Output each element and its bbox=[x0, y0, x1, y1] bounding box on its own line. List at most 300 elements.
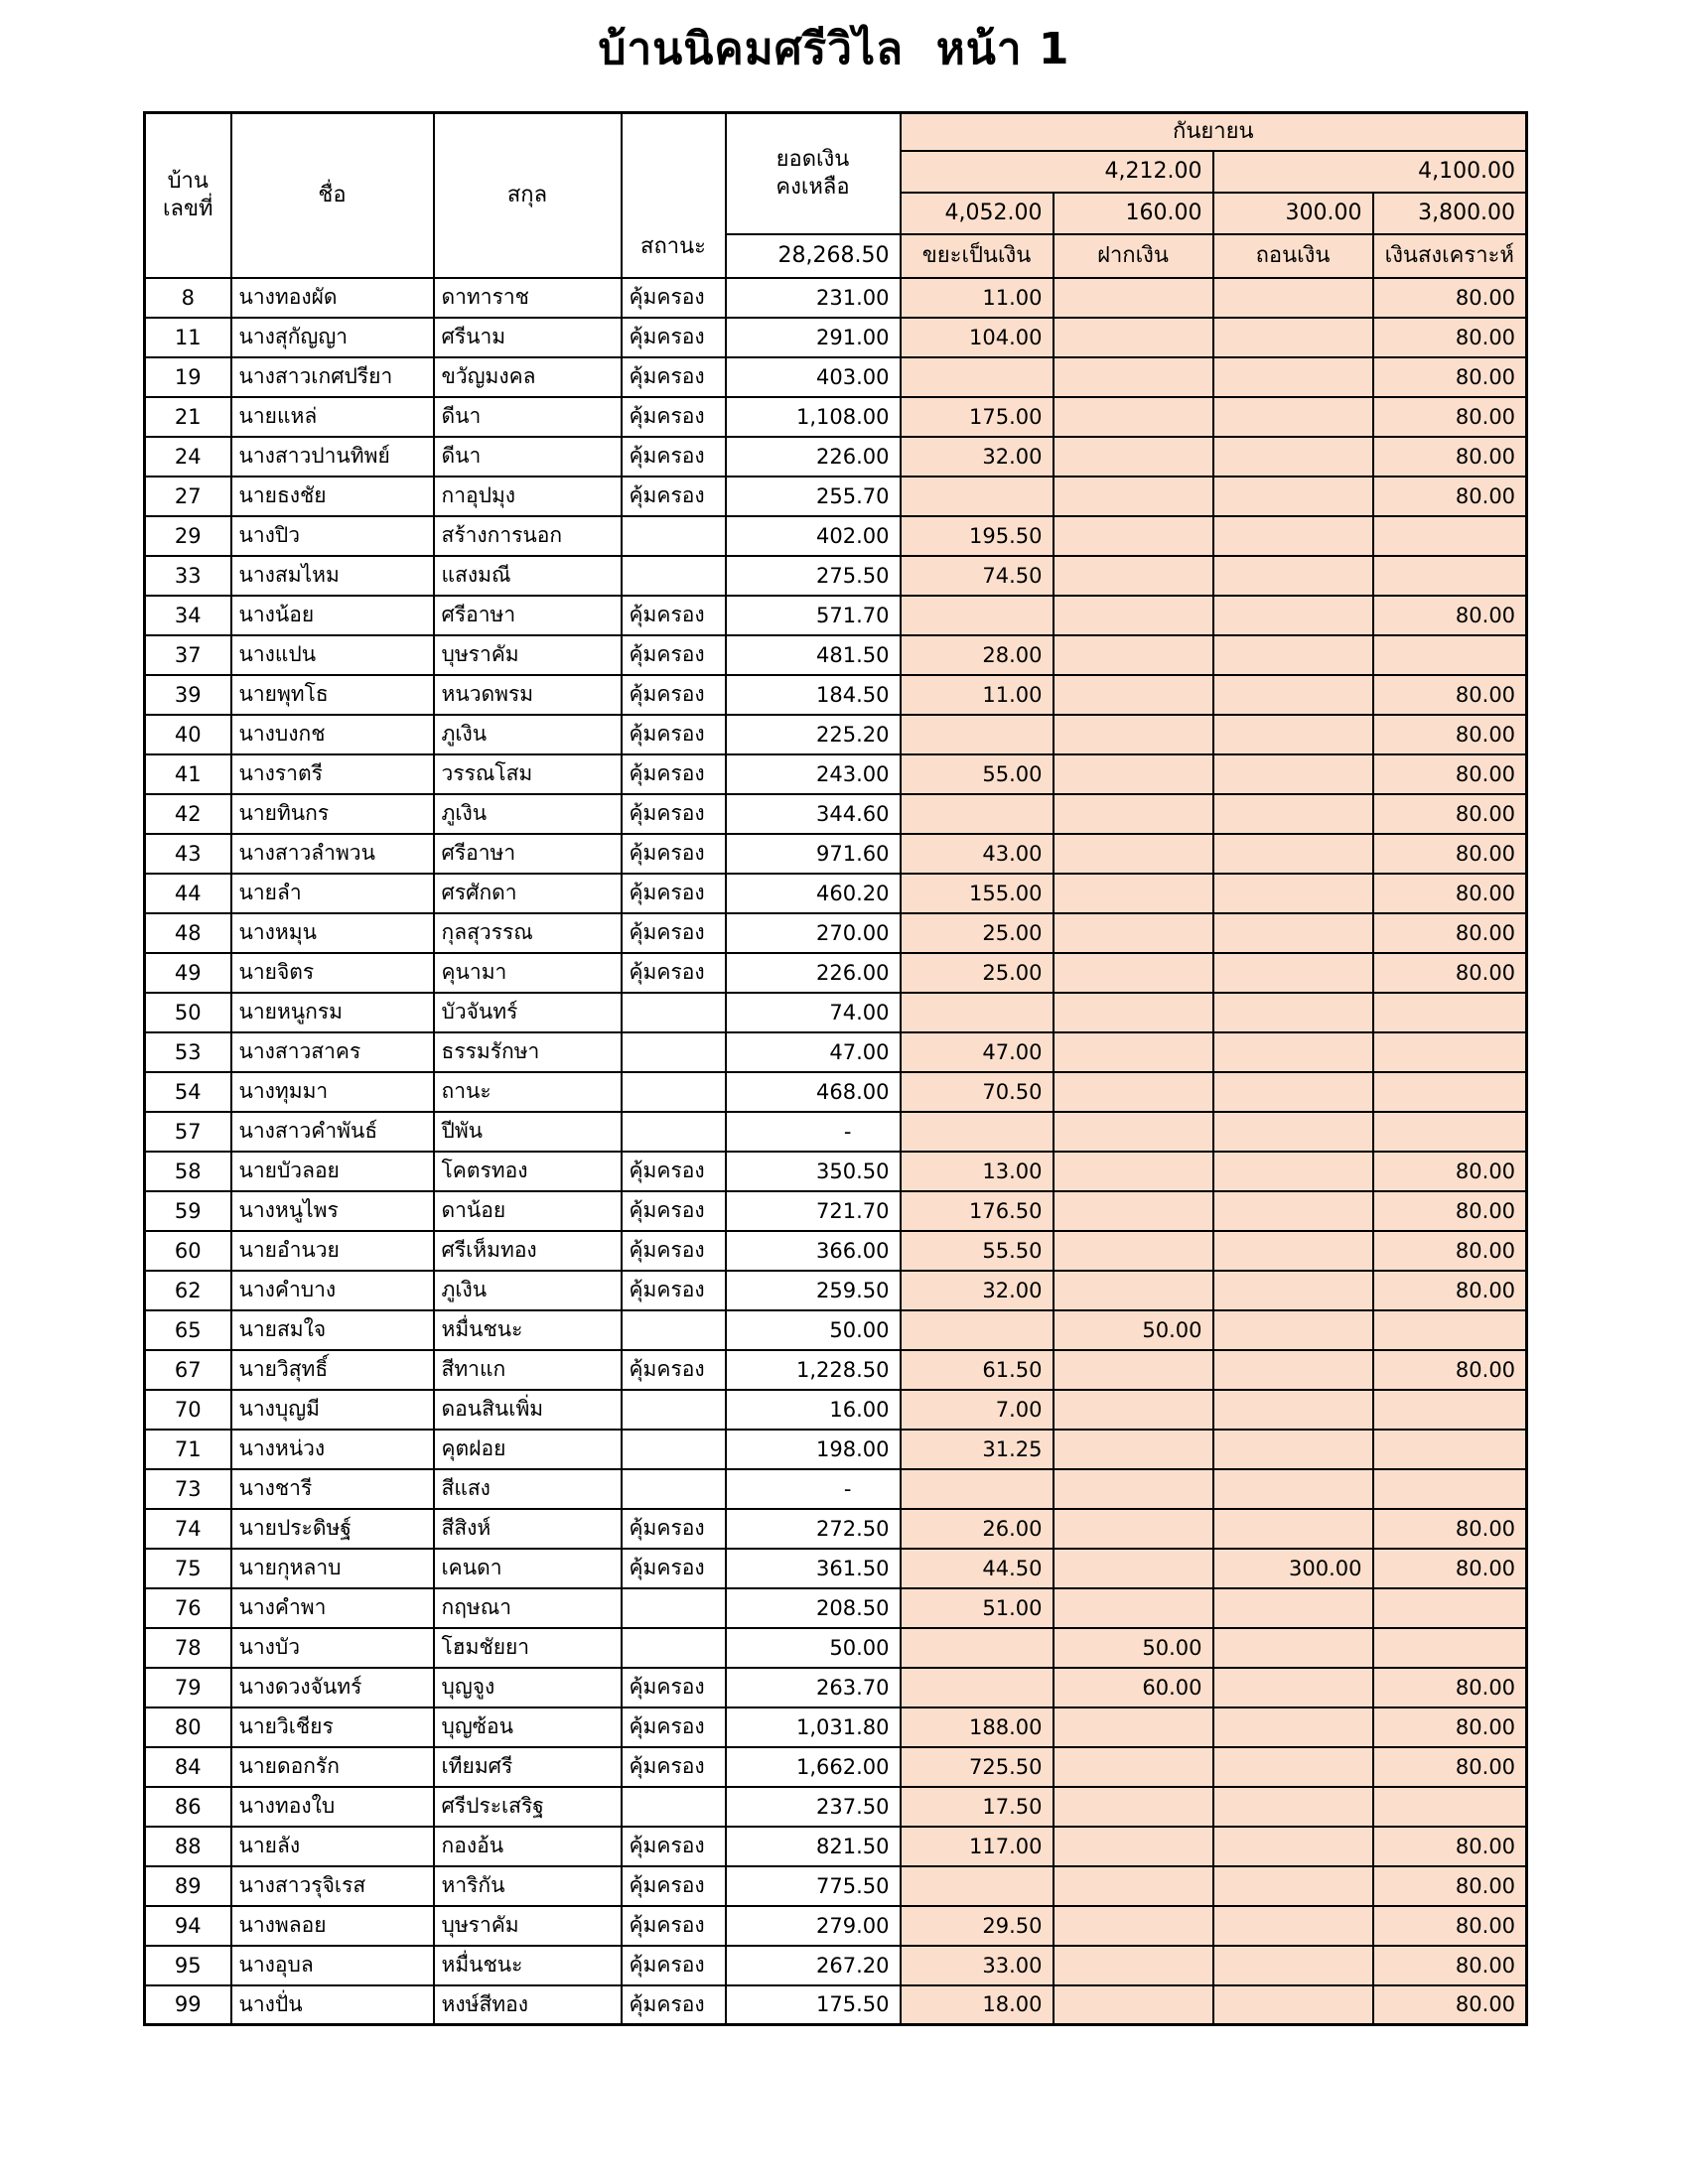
welfare-cell: 80.00 bbox=[1373, 834, 1527, 874]
status-cell: คุ้มครอง bbox=[622, 318, 726, 357]
garbage-money-cell bbox=[901, 1112, 1054, 1152]
house-number-cell: 42 bbox=[145, 794, 231, 834]
garbage-money-cell: 51.00 bbox=[901, 1588, 1054, 1628]
withdraw-cell bbox=[1213, 437, 1373, 477]
garbage-money-cell: 55.00 bbox=[901, 754, 1054, 794]
garbage-money-cell: 176.50 bbox=[901, 1191, 1054, 1231]
deposit-cell: 60.00 bbox=[1054, 1668, 1213, 1707]
surname-cell: ภูเงิน bbox=[434, 794, 622, 834]
table-row bbox=[145, 1668, 1527, 1707]
surname-cell: ศรีประเสริฐ bbox=[434, 1787, 622, 1827]
garbage-money-cell: 175.00 bbox=[901, 397, 1054, 437]
balance-cell: 460.20 bbox=[726, 874, 901, 913]
withdraw-cell bbox=[1213, 596, 1373, 635]
garbage-money-cell: 725.50 bbox=[901, 1747, 1054, 1787]
first-name-cell: นางน้อย bbox=[231, 596, 434, 635]
garbage-money-cell: 43.00 bbox=[901, 834, 1054, 874]
house-number-cell: 24 bbox=[145, 437, 231, 477]
table-row bbox=[145, 635, 1527, 675]
table-row bbox=[145, 834, 1527, 874]
withdraw-cell bbox=[1213, 1390, 1373, 1430]
surname-cell: หาริกัน bbox=[434, 1866, 622, 1906]
surname-cell: คุตฝอย bbox=[434, 1430, 622, 1469]
table-row bbox=[145, 1469, 1527, 1509]
house-number-cell: 71 bbox=[145, 1430, 231, 1469]
welfare-cell: 80.00 bbox=[1373, 1549, 1527, 1588]
first-name-cell: นายอำนวย bbox=[231, 1231, 434, 1271]
deposit-cell bbox=[1054, 1271, 1213, 1310]
balance-cell: 403.00 bbox=[726, 357, 901, 397]
surname-cell: สร้างการนอก bbox=[434, 516, 622, 556]
table-row bbox=[145, 516, 1527, 556]
surname-cell: กองอ้น bbox=[434, 1827, 622, 1866]
balance-cell: 1,228.50 bbox=[726, 1350, 901, 1390]
garbage-money-cell: 33.00 bbox=[901, 1946, 1054, 1985]
table-row bbox=[145, 715, 1527, 754]
withdraw-cell bbox=[1213, 1072, 1373, 1112]
garbage-money-cell: 74.50 bbox=[901, 556, 1054, 596]
welfare-cell: 80.00 bbox=[1373, 1866, 1527, 1906]
welfare-cell bbox=[1373, 635, 1527, 675]
surname-cell: กาอุปมุง bbox=[434, 477, 622, 516]
welfare-cell bbox=[1373, 1072, 1527, 1112]
status-cell bbox=[622, 1072, 726, 1112]
welfare-cell bbox=[1373, 1787, 1527, 1827]
withdraw-cell bbox=[1213, 1707, 1373, 1747]
table-row bbox=[145, 1271, 1527, 1310]
subtotal-deposit: 160.00 bbox=[1054, 193, 1213, 234]
surname-cell: หนวดพรม bbox=[434, 675, 622, 715]
surname-cell: สีทาแก bbox=[434, 1350, 622, 1390]
garbage-money-cell: 25.00 bbox=[901, 913, 1054, 953]
house-number-cell: 80 bbox=[145, 1707, 231, 1747]
deposit-cell bbox=[1054, 437, 1213, 477]
deposit-cell bbox=[1054, 1390, 1213, 1430]
surname-cell: วรรณโสม bbox=[434, 754, 622, 794]
deposit-cell bbox=[1054, 1827, 1213, 1866]
header-house-number bbox=[145, 113, 231, 278]
deposit-cell bbox=[1054, 1032, 1213, 1072]
withdraw-cell bbox=[1213, 834, 1373, 874]
deposit-cell bbox=[1054, 993, 1213, 1032]
house-number-cell: 75 bbox=[145, 1549, 231, 1588]
balance-cell: 50.00 bbox=[726, 1628, 901, 1668]
deposit-cell bbox=[1054, 1707, 1213, 1747]
first-name-cell: นายวิเชียร bbox=[231, 1707, 434, 1747]
status-cell: คุ้มครอง bbox=[622, 953, 726, 993]
status-cell: คุ้มครอง bbox=[622, 357, 726, 397]
welfare-cell: 80.00 bbox=[1373, 1946, 1527, 1985]
table-row bbox=[145, 278, 1527, 318]
withdraw-cell bbox=[1213, 1668, 1373, 1707]
status-cell: คุ้มครอง bbox=[622, 278, 726, 318]
balance-cell: 226.00 bbox=[726, 437, 901, 477]
first-name-cell: นางราตรี bbox=[231, 754, 434, 794]
welfare-cell: 80.00 bbox=[1373, 278, 1527, 318]
welfare-cell: 80.00 bbox=[1373, 794, 1527, 834]
withdraw-cell bbox=[1213, 1946, 1373, 1985]
balance-cell: 175.50 bbox=[726, 1985, 901, 2025]
first-name-cell: นายธงชัย bbox=[231, 477, 434, 516]
garbage-money-cell: 17.50 bbox=[901, 1787, 1054, 1827]
deposit-cell bbox=[1054, 318, 1213, 357]
first-name-cell: นางอุบล bbox=[231, 1946, 434, 1985]
garbage-money-cell: 117.00 bbox=[901, 1827, 1054, 1866]
subtotal-welfare: 3,800.00 bbox=[1373, 193, 1527, 234]
withdraw-cell bbox=[1213, 953, 1373, 993]
deposit-cell bbox=[1054, 834, 1213, 874]
surname-cell: ศรศักดา bbox=[434, 874, 622, 913]
withdraw-cell bbox=[1213, 477, 1373, 516]
welfare-cell: 80.00 bbox=[1373, 1707, 1527, 1747]
balance-cell: 1,031.80 bbox=[726, 1707, 901, 1747]
garbage-money-cell bbox=[901, 596, 1054, 635]
withdraw-cell bbox=[1213, 1827, 1373, 1866]
balance-cell: 775.50 bbox=[726, 1866, 901, 1906]
deposit-cell bbox=[1054, 1152, 1213, 1191]
first-name-cell: นายแหล่ bbox=[231, 397, 434, 437]
table-row bbox=[145, 754, 1527, 794]
welfare-cell: 80.00 bbox=[1373, 1271, 1527, 1310]
welfare-cell: 80.00 bbox=[1373, 318, 1527, 357]
welfare-cell: 80.00 bbox=[1373, 477, 1527, 516]
withdraw-cell bbox=[1213, 1469, 1373, 1509]
table-row bbox=[145, 596, 1527, 635]
withdraw-cell bbox=[1213, 913, 1373, 953]
welfare-cell: 80.00 bbox=[1373, 1827, 1527, 1866]
withdraw-cell bbox=[1213, 1628, 1373, 1668]
deposit-cell bbox=[1054, 874, 1213, 913]
house-number-cell: 58 bbox=[145, 1152, 231, 1191]
welfare-cell: 80.00 bbox=[1373, 596, 1527, 635]
table-row bbox=[145, 794, 1527, 834]
status-cell bbox=[622, 1032, 726, 1072]
balance-cell: 74.00 bbox=[726, 993, 901, 1032]
status-cell: คุ้มครอง bbox=[622, 794, 726, 834]
garbage-money-cell: 28.00 bbox=[901, 635, 1054, 675]
deposit-cell bbox=[1054, 1350, 1213, 1390]
house-number-cell: 41 bbox=[145, 754, 231, 794]
deposit-cell bbox=[1054, 913, 1213, 953]
status-cell: คุ้มครอง bbox=[622, 1827, 726, 1866]
deposit-cell bbox=[1054, 1509, 1213, 1549]
garbage-money-cell: 18.00 bbox=[901, 1985, 1054, 2025]
header-house-number-line2: เลขที่ bbox=[162, 196, 213, 221]
table-row bbox=[145, 993, 1527, 1032]
surname-cell: เคนดา bbox=[434, 1549, 622, 1588]
house-number-cell: 94 bbox=[145, 1906, 231, 1946]
welfare-cell: 80.00 bbox=[1373, 913, 1527, 953]
welfare-cell: 80.00 bbox=[1373, 874, 1527, 913]
first-name-cell: นางสุกัญญา bbox=[231, 318, 434, 357]
house-number-cell: 88 bbox=[145, 1827, 231, 1866]
surname-cell: แสงมณี bbox=[434, 556, 622, 596]
status-cell bbox=[622, 516, 726, 556]
table-row bbox=[145, 1032, 1527, 1072]
garbage-money-cell: 11.00 bbox=[901, 675, 1054, 715]
surname-cell: ดีนา bbox=[434, 437, 622, 477]
withdraw-cell bbox=[1213, 1350, 1373, 1390]
deposit-cell bbox=[1054, 397, 1213, 437]
surname-cell: ธรรมรักษา bbox=[434, 1032, 622, 1072]
table-row bbox=[145, 1390, 1527, 1430]
status-cell: คุ้มครอง bbox=[622, 1747, 726, 1787]
balance-cell: - bbox=[726, 1112, 901, 1152]
first-name-cell: นางบงกช bbox=[231, 715, 434, 754]
status-cell: คุ้มครอง bbox=[622, 1350, 726, 1390]
balance-cell: 50.00 bbox=[726, 1310, 901, 1350]
surname-cell: บุญซ้อน bbox=[434, 1707, 622, 1747]
garbage-money-cell: 61.50 bbox=[901, 1350, 1054, 1390]
deposit-cell bbox=[1054, 794, 1213, 834]
first-name-cell: นางทองใบ bbox=[231, 1787, 434, 1827]
first-name-cell: นายดอกรัก bbox=[231, 1747, 434, 1787]
first-name-cell: นางชารี bbox=[231, 1469, 434, 1509]
welfare-cell: 80.00 bbox=[1373, 1152, 1527, 1191]
table-row bbox=[145, 1787, 1527, 1827]
garbage-money-cell bbox=[901, 794, 1054, 834]
first-name-cell: นางหมุน bbox=[231, 913, 434, 953]
balance-cell: 275.50 bbox=[726, 556, 901, 596]
header-surname: สกุล bbox=[434, 113, 622, 278]
garbage-money-cell: 188.00 bbox=[901, 1707, 1054, 1747]
house-number-cell: 99 bbox=[145, 1985, 231, 2025]
status-cell: คุ้มครอง bbox=[622, 1191, 726, 1231]
garbage-money-cell: 31.25 bbox=[901, 1430, 1054, 1469]
house-number-cell: 21 bbox=[145, 397, 231, 437]
table-row bbox=[145, 1509, 1527, 1549]
first-name-cell: นายบัวลอย bbox=[231, 1152, 434, 1191]
first-name-cell: นายจิตร bbox=[231, 953, 434, 993]
deposit-cell bbox=[1054, 1747, 1213, 1787]
surname-cell: บุษราคัม bbox=[434, 1906, 622, 1946]
house-number-cell: 95 bbox=[145, 1946, 231, 1985]
withdraw-cell bbox=[1213, 635, 1373, 675]
status-cell: คุ้มครอง bbox=[622, 834, 726, 874]
header-month: กันยายน bbox=[901, 113, 1527, 151]
withdraw-cell bbox=[1213, 1509, 1373, 1549]
garbage-money-cell: 55.50 bbox=[901, 1231, 1054, 1271]
garbage-money-cell bbox=[901, 1668, 1054, 1707]
house-number-cell: 29 bbox=[145, 516, 231, 556]
garbage-money-cell: 47.00 bbox=[901, 1032, 1054, 1072]
balance-cell: 226.00 bbox=[726, 953, 901, 993]
subtotal-garbage: 4,052.00 bbox=[901, 193, 1054, 234]
status-cell: คุ้มครอง bbox=[622, 635, 726, 675]
house-number-cell: 43 bbox=[145, 834, 231, 874]
withdraw-cell bbox=[1213, 1112, 1373, 1152]
withdraw-cell bbox=[1213, 1271, 1373, 1310]
deposit-cell bbox=[1054, 1112, 1213, 1152]
status-cell: คุ้มครอง bbox=[622, 1231, 726, 1271]
table-row bbox=[145, 1231, 1527, 1271]
surname-cell: ศรีอาษา bbox=[434, 596, 622, 635]
deposit-cell bbox=[1054, 1231, 1213, 1271]
house-number-cell: 65 bbox=[145, 1310, 231, 1350]
balance-cell: 237.50 bbox=[726, 1787, 901, 1827]
surname-cell: สีสิงห์ bbox=[434, 1509, 622, 1549]
balance-cell: - bbox=[726, 1469, 901, 1509]
table-row bbox=[145, 357, 1527, 397]
withdraw-cell bbox=[1213, 516, 1373, 556]
withdraw-cell bbox=[1213, 1430, 1373, 1469]
table-row bbox=[145, 1747, 1527, 1787]
status-cell bbox=[622, 1469, 726, 1509]
status-cell: คุ้มครอง bbox=[622, 437, 726, 477]
welfare-cell bbox=[1373, 993, 1527, 1032]
garbage-money-cell: 32.00 bbox=[901, 1271, 1054, 1310]
garbage-money-cell: 7.00 bbox=[901, 1390, 1054, 1430]
table-row bbox=[145, 556, 1527, 596]
surname-cell: โคตรทอง bbox=[434, 1152, 622, 1191]
balance-cell: 255.70 bbox=[726, 477, 901, 516]
status-cell: คุ้มครอง bbox=[622, 675, 726, 715]
balance-cell: 721.70 bbox=[726, 1191, 901, 1231]
deposit-cell bbox=[1054, 477, 1213, 516]
balance-cell: 361.50 bbox=[726, 1549, 901, 1588]
house-number-cell: 19 bbox=[145, 357, 231, 397]
status-cell: คุ้มครอง bbox=[622, 1985, 726, 2025]
first-name-cell: นางปั่น bbox=[231, 1985, 434, 2025]
deposit-cell bbox=[1054, 596, 1213, 635]
status-cell: คุ้มครอง bbox=[622, 1271, 726, 1310]
first-name-cell: นางพลอย bbox=[231, 1906, 434, 1946]
house-number-cell: 48 bbox=[145, 913, 231, 953]
withdraw-cell: 300.00 bbox=[1213, 1549, 1373, 1588]
house-number-cell: 67 bbox=[145, 1350, 231, 1390]
surname-cell: กฤษณา bbox=[434, 1588, 622, 1628]
table-body bbox=[145, 278, 1527, 2025]
first-name-cell: นางสาวลำพวน bbox=[231, 834, 434, 874]
welfare-cell: 80.00 bbox=[1373, 1985, 1527, 2025]
balance-cell: 1,662.00 bbox=[726, 1747, 901, 1787]
deposit-cell bbox=[1054, 1588, 1213, 1628]
withdraw-cell bbox=[1213, 556, 1373, 596]
surname-cell: หมื่นชนะ bbox=[434, 1310, 622, 1350]
status-cell: คุ้มครอง bbox=[622, 1509, 726, 1549]
welfare-cell bbox=[1373, 1390, 1527, 1430]
garbage-money-cell: 195.50 bbox=[901, 516, 1054, 556]
balance-cell: 184.50 bbox=[726, 675, 901, 715]
welfare-cell: 80.00 bbox=[1373, 357, 1527, 397]
header-balance-line1: ยอดเงิน bbox=[775, 147, 850, 173]
table-row bbox=[145, 913, 1527, 953]
surname-cell: ศรีเห็มทอง bbox=[434, 1231, 622, 1271]
house-number-cell: 44 bbox=[145, 874, 231, 913]
table-header bbox=[145, 113, 1527, 278]
surname-cell: กุลสุวรรณ bbox=[434, 913, 622, 953]
surname-cell: สีแสง bbox=[434, 1469, 622, 1509]
status-cell: คุ้มครอง bbox=[622, 1946, 726, 1985]
surname-cell: หงษ์สีทอง bbox=[434, 1985, 622, 2025]
table-row bbox=[145, 318, 1527, 357]
first-name-cell: นางสาวคำพันธ์ bbox=[231, 1112, 434, 1152]
first-name-cell: นางสาวสาคร bbox=[231, 1032, 434, 1072]
table-row bbox=[145, 1152, 1527, 1191]
garbage-money-cell: 32.00 bbox=[901, 437, 1054, 477]
balance-cell: 270.00 bbox=[726, 913, 901, 953]
table-row bbox=[145, 397, 1527, 437]
status-cell: คุ้มครอง bbox=[622, 913, 726, 953]
house-number-cell: 84 bbox=[145, 1747, 231, 1787]
surname-cell: ดาน้อย bbox=[434, 1191, 622, 1231]
welfare-cell bbox=[1373, 1032, 1527, 1072]
house-number-cell: 73 bbox=[145, 1469, 231, 1509]
first-name-cell: นางทองผัด bbox=[231, 278, 434, 318]
first-name-cell: นางบุญมี bbox=[231, 1390, 434, 1430]
table-row bbox=[145, 1866, 1527, 1906]
header-garbage-money: ขยะเป็นเงิน bbox=[901, 234, 1054, 278]
balance-cell: 16.00 bbox=[726, 1390, 901, 1430]
surname-cell: ปีพัน bbox=[434, 1112, 622, 1152]
balance-cell: 208.50 bbox=[726, 1588, 901, 1628]
deposit-cell bbox=[1054, 635, 1213, 675]
surname-cell: หมื่นชนะ bbox=[434, 1946, 622, 1985]
balance-cell: 198.00 bbox=[726, 1430, 901, 1469]
balance-cell: 225.20 bbox=[726, 715, 901, 754]
balance-cell: 350.50 bbox=[726, 1152, 901, 1191]
welfare-cell bbox=[1373, 1430, 1527, 1469]
house-number-cell: 37 bbox=[145, 635, 231, 675]
table-row bbox=[145, 1946, 1527, 1985]
garbage-money-cell bbox=[901, 1469, 1054, 1509]
balance-cell: 366.00 bbox=[726, 1231, 901, 1271]
withdraw-cell bbox=[1213, 1985, 1373, 2025]
house-number-cell: 59 bbox=[145, 1191, 231, 1231]
balance-cell: 291.00 bbox=[726, 318, 901, 357]
status-cell: คุ้มครอง bbox=[622, 477, 726, 516]
house-number-cell: 50 bbox=[145, 993, 231, 1032]
deposit-cell bbox=[1054, 715, 1213, 754]
welfare-cell bbox=[1373, 1588, 1527, 1628]
table-row bbox=[145, 1827, 1527, 1866]
welfare-cell: 80.00 bbox=[1373, 1906, 1527, 1946]
welfare-cell bbox=[1373, 516, 1527, 556]
table-row bbox=[145, 1072, 1527, 1112]
garbage-money-cell: 29.50 bbox=[901, 1906, 1054, 1946]
welfare-cell bbox=[1373, 1469, 1527, 1509]
deposit-cell bbox=[1054, 1906, 1213, 1946]
welfare-cell: 80.00 bbox=[1373, 715, 1527, 754]
welfare-cell: 80.00 bbox=[1373, 675, 1527, 715]
welfare-cell: 80.00 bbox=[1373, 1747, 1527, 1787]
deposit-cell bbox=[1054, 1430, 1213, 1469]
balance-total: 28,268.50 bbox=[726, 234, 901, 278]
table-row bbox=[145, 1628, 1527, 1668]
deposit-cell bbox=[1054, 357, 1213, 397]
first-name-cell: นางหน่วง bbox=[231, 1430, 434, 1469]
house-number-cell: 8 bbox=[145, 278, 231, 318]
deposit-cell bbox=[1054, 675, 1213, 715]
welfare-cell: 80.00 bbox=[1373, 1668, 1527, 1707]
garbage-money-cell bbox=[901, 993, 1054, 1032]
status-cell: คุ้มครอง bbox=[622, 1906, 726, 1946]
garbage-money-cell bbox=[901, 1866, 1054, 1906]
surname-cell: บุญจูง bbox=[434, 1668, 622, 1707]
deposit-cell bbox=[1054, 556, 1213, 596]
house-number-cell: 57 bbox=[145, 1112, 231, 1152]
surname-cell: บัวจันทร์ bbox=[434, 993, 622, 1032]
balance-cell: 971.60 bbox=[726, 834, 901, 874]
welfare-cell bbox=[1373, 1310, 1527, 1350]
house-number-cell: 11 bbox=[145, 318, 231, 357]
first-name-cell: นายทินกร bbox=[231, 794, 434, 834]
withdraw-cell bbox=[1213, 1152, 1373, 1191]
welfare-cell bbox=[1373, 1112, 1527, 1152]
first-name-cell: นายหนูกรม bbox=[231, 993, 434, 1032]
first-name-cell: นายกุหลาบ bbox=[231, 1549, 434, 1588]
garbage-money-cell: 70.50 bbox=[901, 1072, 1054, 1112]
